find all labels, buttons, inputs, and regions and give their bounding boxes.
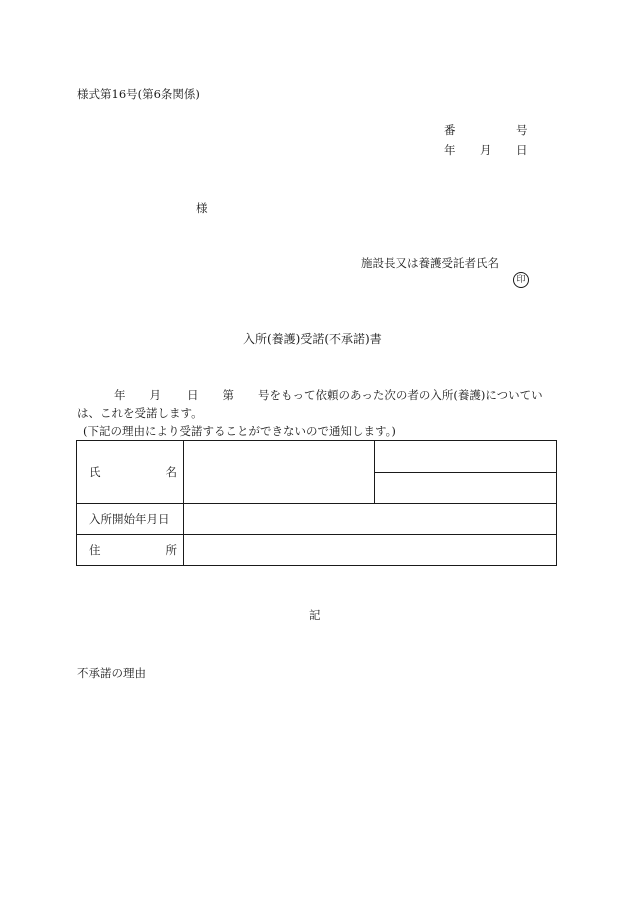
rejection-reason-label: 不承諾の理由 [77, 666, 146, 680]
body-line1-text: 号をもって依頼のあった次の者の入所(養護)についてい [258, 388, 543, 402]
form-number: 様式第16号(第6条関係) [77, 87, 200, 101]
address-label-char2: 所 [165, 543, 177, 557]
address-label-cell [77, 535, 184, 566]
name-label-char2: 名 [165, 465, 177, 479]
start-date-label-cell [77, 504, 184, 535]
body-year-label: 年 [114, 388, 126, 402]
address-label-char1: 住 [89, 543, 101, 557]
name-label-cell [77, 441, 184, 504]
name-extra-cell-top[interactable] [375, 441, 557, 473]
body-paragraph-line3: (下記の理由により受諾することができないので通知します。) [83, 424, 396, 438]
body-paragraph-line2: は、これを受諾します。 [77, 406, 203, 420]
body-paragraph-line1 [114, 387, 543, 403]
director-name-label: 施設長又は養護受託者氏名 [361, 256, 499, 270]
name-label-char1: 氏 [89, 465, 101, 479]
number-label: 番 [444, 123, 456, 137]
body-day-label: 日 [187, 388, 199, 402]
applicant-table [76, 440, 557, 566]
address-value-cell[interactable] [184, 535, 557, 566]
start-date-label: 入所開始年月日 [89, 512, 170, 526]
body-month-label: 月 [149, 388, 161, 402]
name-value-cell[interactable] [184, 441, 375, 504]
name-extra-cell-bottom[interactable] [375, 472, 557, 504]
number-suffix: 号 [516, 123, 528, 137]
date-day-label: 日 [516, 143, 528, 157]
date-month-label: 月 [480, 143, 492, 157]
ki-heading: 記 [309, 608, 321, 622]
document-title: 入所(養護)受諾(不承諾)書 [243, 332, 382, 346]
start-date-value-cell[interactable] [184, 504, 557, 535]
date-year-label: 年 [444, 143, 456, 157]
addressee-suffix: 様 [196, 201, 208, 215]
seal-icon: 印 [513, 272, 529, 288]
body-number-prefix: 第 [222, 388, 234, 402]
